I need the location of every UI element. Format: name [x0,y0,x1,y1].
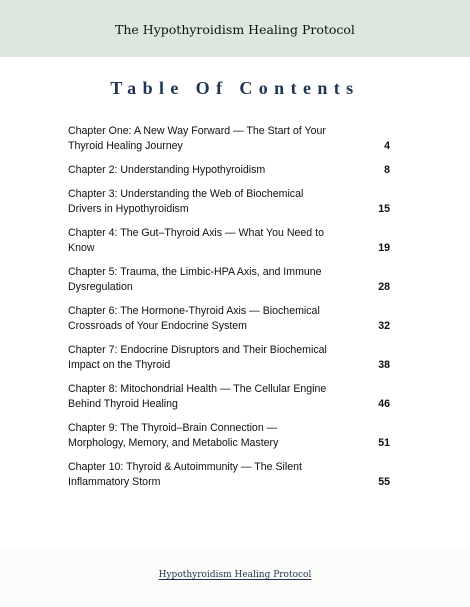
toc-entry-page: 19 [378,242,390,254]
toc-entry-title: Chapter 4: The Gut–Thyroid Axis — What You Need to Know [68,227,324,254]
toc-entry-title: Chapter 9: The Thyroid–Brain Connection — Morphology, Memory, and Metabolic Mastery [68,422,279,449]
toc-entry-page: 38 [378,359,390,371]
toc-entry-10[interactable] [68,460,392,490]
footer-title: Hypothyroidism Healing Protocol [158,570,312,580]
toc-entry-page: 28 [378,281,390,293]
toc-entry-9[interactable] [68,421,392,451]
toc-entry-7[interactable] [68,343,392,373]
toc-entry-title: Chapter 3: Understanding the Web of Biochemical Drivers in Hypothyroidism [68,188,304,215]
toc-entry-page: 8 [384,164,390,176]
toc-entry-title: Chapter 8: Mitochondrial Health — The Cellular Engine Behind Thyroid Healing [68,383,327,410]
toc-entry-page: 51 [378,437,390,449]
toc-entry-title: Chapter 2: Understanding Hypothyroidism [68,164,266,176]
toc-entry-title: Chapter 10: Thyroid & Autoimmunity — The Silent Inflammatory Storm [68,461,302,488]
toc-entry-2[interactable] [68,163,392,178]
toc-entry-4[interactable] [68,226,392,256]
toc-entry-8[interactable] [68,382,392,412]
toc-entry-6[interactable] [68,304,392,334]
toc-entry-page: 4 [384,140,390,152]
toc-entry-5[interactable] [68,265,392,295]
toc-entry-3[interactable] [68,187,392,217]
toc-entry-1[interactable] [68,124,392,154]
header-title: The Hypothyroidism Healing Protocol [115,22,355,37]
toc-entry-page: 46 [378,398,390,410]
toc-entry-title: Chapter 6: The Hormone-Thyroid Axis — Biochemical Crossroads of Your Endocrine System [68,305,320,332]
toc-entry-page: 15 [378,203,390,215]
toc-heading: Table Of Contents [110,78,360,98]
toc-entry-title: Chapter One: A New Way Forward — The Start of Your Thyroid Healing Journey [68,125,326,152]
toc-list [68,124,392,499]
toc-entry-title: Chapter 7: Endocrine Disruptors and Their Biochemical Impact on the Thyroid [68,344,327,371]
toc-entry-page: 55 [378,476,390,488]
toc-entry-page: 32 [378,320,390,332]
toc-entry-title: Chapter 5: Trauma, the Limbic-HPA Axis, and Immune Dysregulation [68,266,322,293]
